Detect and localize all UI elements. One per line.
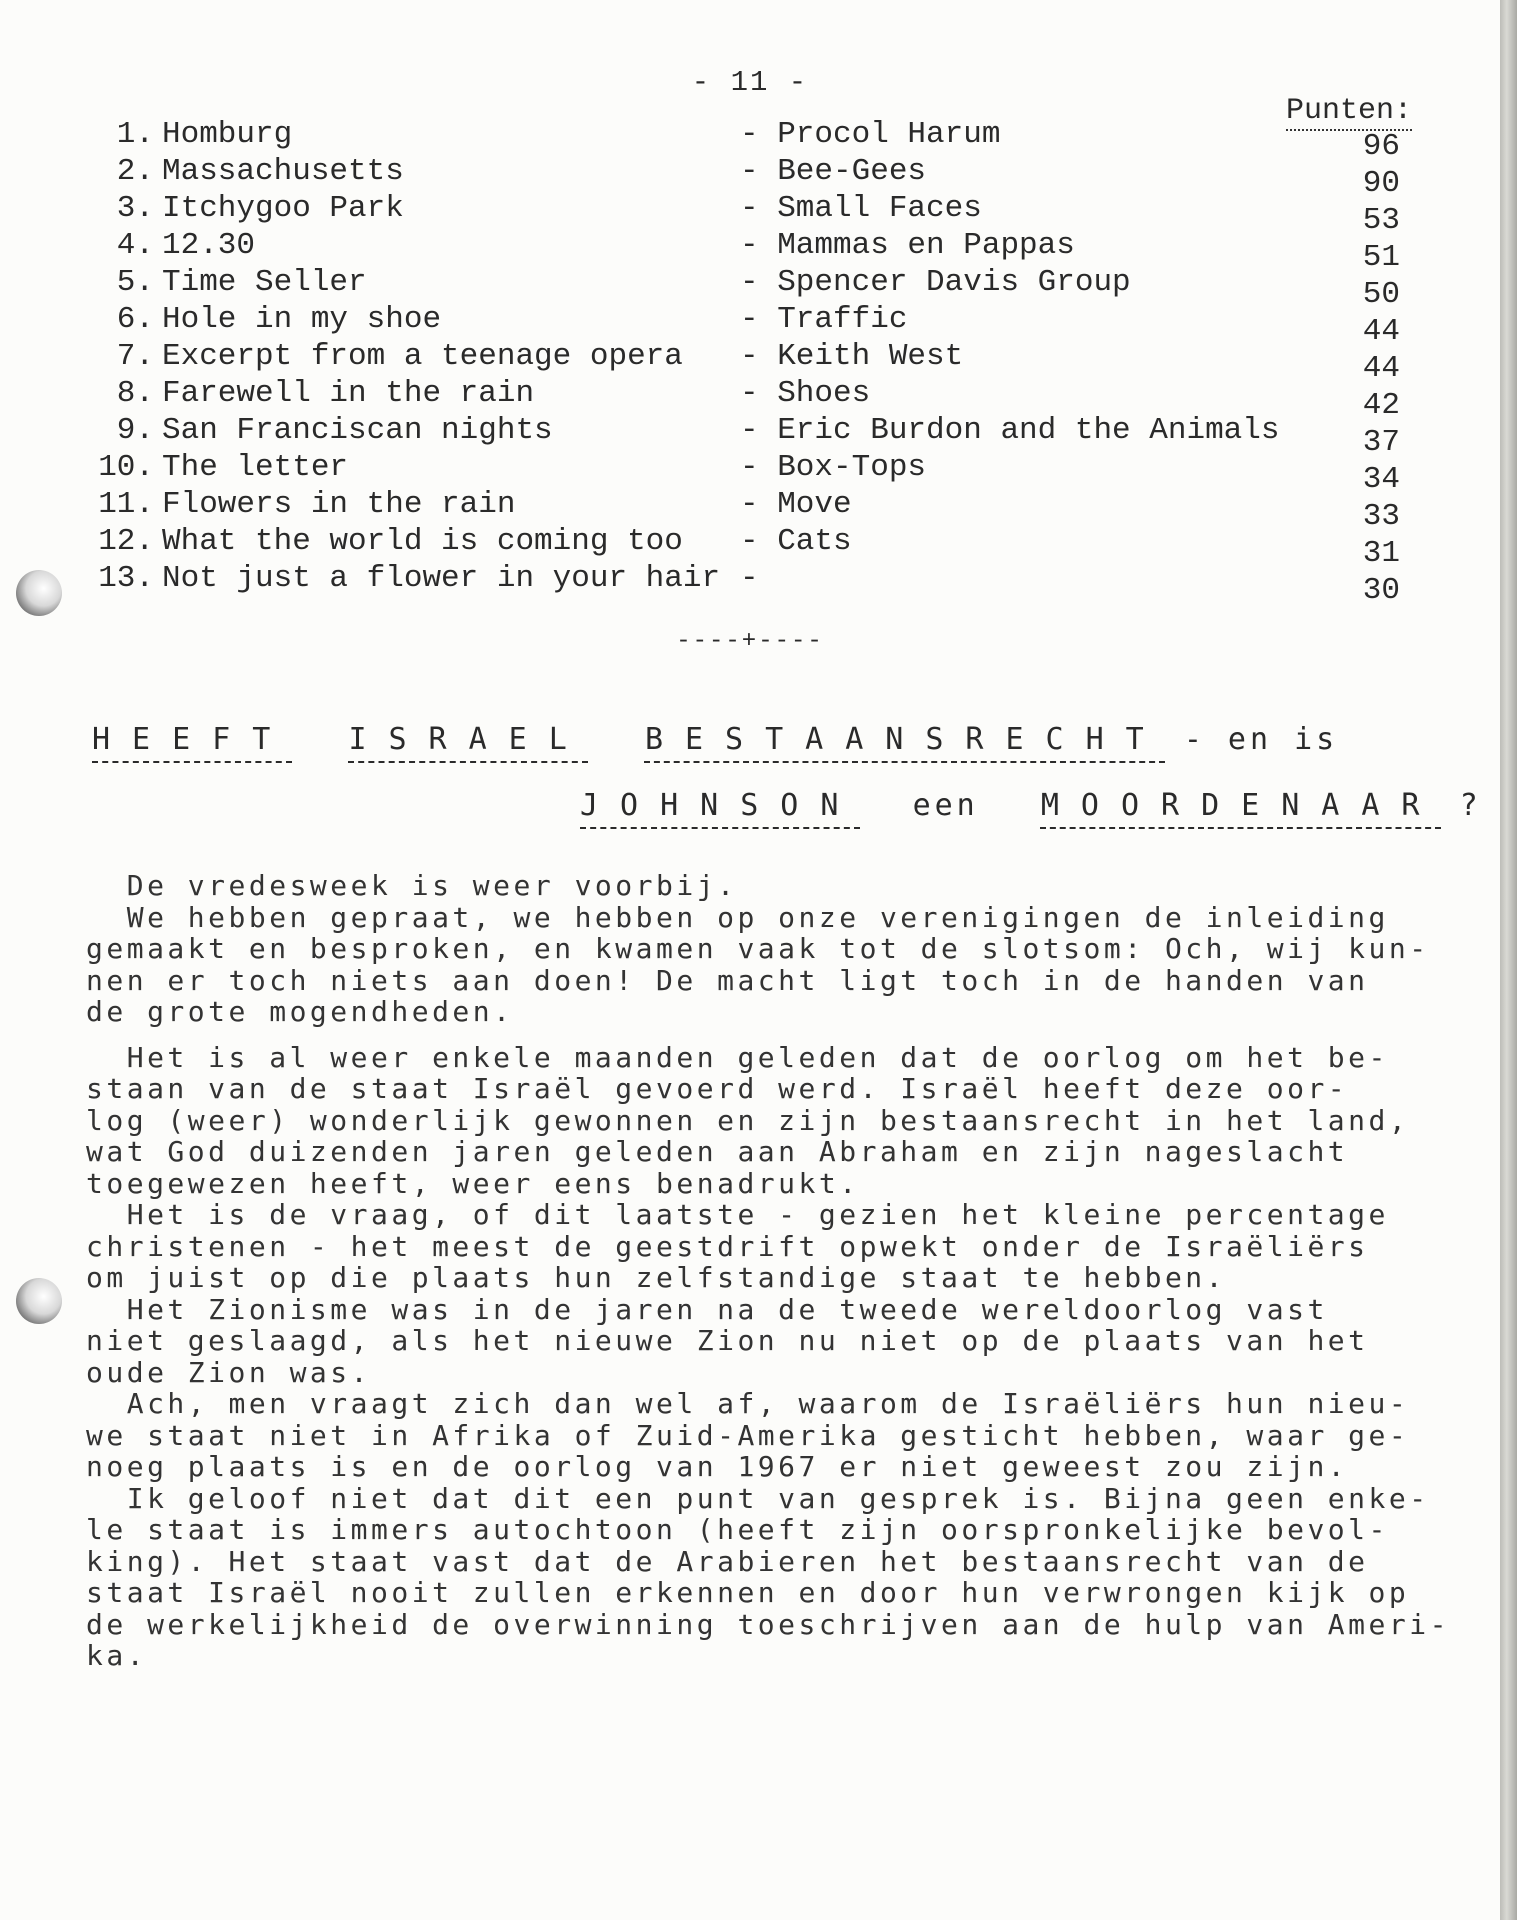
chart-entry [0, 523, 1500, 571]
chart-entry-title: Time Seller [162, 265, 367, 300]
chart-entry-rank: 4. [116, 228, 154, 263]
chart-entry-rank: 3. [116, 191, 154, 226]
chart-entry [0, 153, 1500, 201]
chart-entry-points: 51 [1362, 240, 1400, 275]
chart-entry-title: Hole in my shoe [162, 302, 442, 337]
article-line: de grote mogendheden. [86, 995, 514, 1028]
article-heading-line-2 [580, 788, 1482, 823]
chart-entry-title: Homburg [162, 117, 293, 152]
article-line: we staat niet in Afrika of Zuid-Amerika gesticht hebben, waar ge- [86, 1418, 1410, 1452]
chart-entry-title: Itchygoo Park [162, 191, 404, 226]
heading-word-johnson: JOHNSON [580, 788, 861, 823]
article-line: nen er toch niets aan doen! De macht ligt toch in de handen van [86, 963, 1369, 997]
chart-entry-artist: - Bee-Gees [740, 154, 927, 189]
chart-entry-points: 31 [1362, 536, 1400, 571]
chart-entry-rank: 9. [116, 413, 154, 448]
article-line: niet geslaagd, als het nieuwe Zion nu niet op de plaats van het [86, 1324, 1369, 1357]
article-line: wat God duizenden jaren geleden aan Abraham en zijn nageslacht [86, 1135, 1349, 1168]
chart-entry [0, 375, 1500, 423]
article-line: de werkelijkheid de overwinning toeschrijven aan de hulp van Ameri- [86, 1607, 1450, 1641]
chart-entry-rank: 1. [116, 117, 154, 152]
chart-entry-points: 42 [1362, 388, 1400, 423]
chart-entry-rank: 13. [98, 561, 154, 596]
chart-entry-artist: - Spencer Davis Group [740, 265, 1131, 300]
chart-entry-rank: 7. [116, 339, 154, 374]
chart-entry-artist: - Box-Tops [740, 450, 927, 485]
chart-entry-points: 34 [1362, 462, 1400, 497]
chart-entry-title: 12.30 [162, 228, 256, 263]
chart-entry-rank: 8. [116, 376, 154, 411]
article-line: christenen - het meest de geestdrift opwekt onder de Israëliërs [86, 1229, 1369, 1263]
article-line: gemaakt en besproken, en kwamen vaak tot de slotsom: Och, wij kun- [86, 932, 1430, 965]
chart-entry-artist: - Eric Burdon and the Animals [740, 413, 1280, 448]
chart-entry-artist: - Shoes [740, 376, 871, 411]
chart-entry-artist: - Traffic [740, 302, 908, 337]
chart-entry [0, 338, 1500, 386]
chart-entry-points: 33 [1362, 499, 1400, 534]
chart-entry [0, 486, 1500, 534]
chart-entry [0, 560, 1500, 608]
heading-word-heeft: HEEFT [92, 722, 293, 757]
heading-word-israel: ISRAEL [348, 722, 589, 757]
article-line: king). Het staat vast dat de Arabieren het bestaansrecht van de [86, 1544, 1369, 1578]
chart-entry-rank: 12. [98, 524, 154, 559]
section-divider: ----+---- [676, 628, 824, 655]
chart-entry-title: What the world is coming too [162, 524, 683, 559]
article-line: Het is al weer enkele maanden geleden dat de oorlog om het be- [86, 1040, 1389, 1074]
chart-entry-points: 44 [1362, 351, 1400, 386]
article-line: Ach, men vraagt zich dan wel af, waarom de Israëliërs hun nieu- [86, 1387, 1410, 1420]
chart-entry-rank: 5. [116, 265, 154, 300]
article-line: toegewezen heeft, weer eens benadrukt. [86, 1166, 860, 1200]
chart-entry-points: 44 [1362, 314, 1400, 349]
chart-entry [0, 301, 1500, 349]
article-body [86, 869, 1450, 1672]
chart-entry-points: 96 [1362, 129, 1400, 164]
chart-entry-title: Flowers in the rain [162, 487, 516, 522]
chart-entry-points: 30 [1362, 573, 1400, 608]
chart-entry-title: Not just a flower in your hair [162, 561, 721, 596]
chart-entry [0, 264, 1500, 312]
chart-entry-rank: 11. [98, 487, 154, 522]
chart-entry-artist: - Procol Harum [740, 117, 1001, 152]
chart-entry-rank: 2. [116, 154, 154, 189]
article-line: log (weer) wonderlijk gewonnen en zijn bestaansrecht in het land, [86, 1103, 1410, 1137]
chart-entry-title: Farewell in the rain [162, 376, 535, 411]
chart-entry [0, 227, 1500, 275]
article-line: noeg plaats is en de oorlog van 1967 er niet geweest zou zijn. [86, 1450, 1349, 1483]
heading-connector-een: een [912, 788, 979, 823]
article-line: staan van de staat Israël gevoerd werd. Israël heeft deze oor- [86, 1072, 1349, 1105]
article-line: Ik geloof niet dat dit een punt van gesprek is. Bijna geen enke- [86, 1481, 1430, 1515]
chart-entry-points: 53 [1362, 203, 1400, 238]
paper-stack-edge [1500, 0, 1517, 1920]
page-number: - 11 - [691, 66, 809, 99]
chart-entry-title: Massachusetts [162, 154, 404, 189]
heading-connector-en-is: - en is [1183, 722, 1339, 757]
points-column-header: Punten: [1286, 93, 1412, 131]
chart-entry [0, 116, 1500, 164]
article-line: Het is de vraag, of dit laatste - gezien het kleine percentage [86, 1198, 1389, 1231]
chart-entry [0, 412, 1500, 460]
article-line: Het Zionisme was in de jaren na de tweede wereldoorlog vast [86, 1292, 1328, 1326]
chart-entry-artist: - Small Faces [740, 191, 982, 226]
chart-entry [0, 449, 1500, 497]
chart-entry-rank: 6. [116, 302, 154, 337]
chart-entry-artist: - Cats [740, 524, 852, 559]
article-line: We hebben gepraat, we hebben op onze verenigingen de inleiding [86, 900, 1389, 934]
chart-entry-points: 37 [1362, 425, 1400, 460]
heading-question-mark: ? [1459, 788, 1482, 823]
chart-entry-points: 90 [1362, 166, 1400, 201]
punch-hole-icon [16, 1278, 62, 1324]
article-line: staat Israël nooit zullen erkennen en door hun verwrongen kijk op [86, 1576, 1410, 1609]
heading-word-bestaansrecht: BESTAANSRECHT [644, 722, 1166, 757]
article-line: ka. [86, 1639, 148, 1672]
article-line: De vredesweek is weer voorbij. [86, 869, 738, 902]
chart-entry-artist: - Keith West [740, 339, 964, 374]
chart-entry-title: The letter [162, 450, 349, 485]
article-line: om juist op die plaats hun zelfstandige staat te hebben. [86, 1261, 1227, 1294]
article-line: oude Zion was. [86, 1355, 372, 1389]
article-line: le staat is immers autochtoon (heeft zijn oorspronkelijke bevol- [86, 1513, 1389, 1546]
chart-entry-rank: 10. [98, 450, 154, 485]
heading-word-moordenaar: MOORDENAAR [1040, 788, 1442, 823]
chart-entry-points: 50 [1362, 277, 1400, 312]
chart-entry-artist: - [740, 561, 759, 596]
chart-entry-title: San Franciscan nights [162, 413, 553, 448]
chart-entry [0, 190, 1500, 238]
article-heading-line-1 [92, 722, 1338, 757]
chart-entry-title: Excerpt from a teenage opera [162, 339, 683, 374]
chart-entry-artist: - Mammas en Pappas [740, 228, 1075, 263]
chart-entry-artist: - Move [740, 487, 852, 522]
